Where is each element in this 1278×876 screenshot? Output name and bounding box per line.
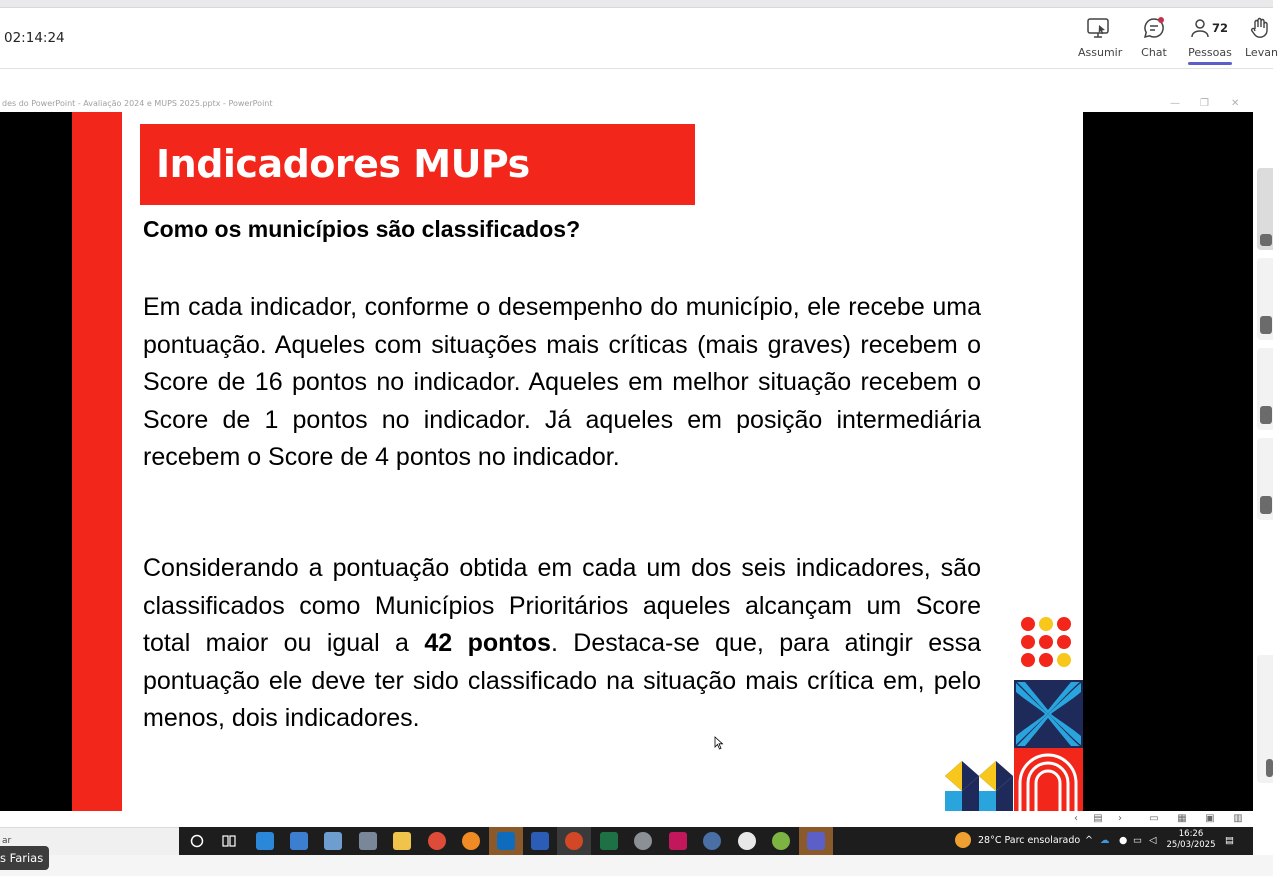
minimize-icon[interactable]: — [1170,98,1180,109]
calculator-icon[interactable] [359,832,377,850]
people-active-indicator [1188,62,1232,65]
slide-paragraph-2 [143,550,981,738]
take-control-icon [1078,16,1118,42]
word-icon[interactable] [531,832,549,850]
tray-overflow-icon[interactable]: ^ [1085,835,1093,846]
slide-left-red-bar [72,112,122,811]
people-button[interactable] [1188,16,1232,66]
outlook-icon[interactable] [497,832,515,850]
participant-video-thumb-4[interactable] [1257,438,1273,520]
previous-slide-icon[interactable]: ‹ [1074,813,1078,824]
network-icon[interactable]: ▭ [1133,835,1142,846]
hand-icon [1248,16,1273,42]
paragraph-2-bold-score: 42 pontos [424,629,551,657]
clock-date: 25/03/2025 [1166,840,1216,850]
acrobat-icon[interactable] [669,832,687,850]
taskbar-clock[interactable] [1165,829,1217,851]
cortana-icon[interactable] [188,832,206,850]
next-slide-icon[interactable]: › [1118,813,1122,824]
excel-icon[interactable] [600,832,618,850]
close-icon[interactable]: ✕ [1231,98,1240,109]
onedrive-icon[interactable]: ☁ [1100,835,1110,846]
app-icon-paw[interactable] [738,832,756,850]
powerpoint-status-bar [0,811,1253,827]
people-label: Pessoas [1188,46,1232,59]
weather-text[interactable]: 28°C Parc ensolarado [978,835,1081,846]
paint-icon[interactable] [634,832,652,850]
notifications-icon[interactable]: ▤ [1225,835,1234,846]
people-count: 72 [1212,21,1229,35]
slide-menu-icon[interactable]: ▤ [1093,813,1103,824]
restore-icon[interactable]: ❐ [1200,98,1209,109]
teams-icon[interactable] [807,832,825,850]
take-control-label: Assumir [1078,46,1123,59]
chat-label: Chat [1141,46,1167,59]
people-icon [1188,16,1232,42]
slide-subtitle: Como os municípios são classificados? [143,216,581,242]
powerpoint-icon[interactable] [565,832,583,850]
slide-title: Indicadores MUPs [156,142,530,186]
search-text: ar [2,836,12,846]
participant-video-thumb-1[interactable] [1257,168,1273,250]
reading-view-icon[interactable]: ▣ [1205,813,1215,824]
participant-video-thumb-2[interactable] [1257,258,1273,340]
firefox-icon[interactable] [462,832,480,850]
microphone-icon[interactable]: ● [1119,835,1128,846]
weather-icon[interactable] [955,832,971,848]
window-top-border [0,0,1273,8]
slideshow-view-icon[interactable]: ▥ [1233,813,1243,824]
chrome-icon[interactable] [428,832,446,850]
task-view-icon[interactable] [220,832,238,850]
take-control-button[interactable] [1078,16,1123,66]
slide-paragraph-1: Em cada indicador, conforme o desempenho do município, ele recebe uma pontuação. Aqueles com situações mais críticas (mais graves) recebem o Score de 16 pontos no indicador. Aqueles em melhor situação recebem o Score de 1 pontos no indicador. Já aqueles em posição intermediária recebem o Score de 4 pontos no indicador. [143,293,981,471]
participant-video-thumb-3[interactable] [1257,348,1273,430]
mail-icon[interactable] [290,832,308,850]
slide-sorter-icon[interactable]: ▦ [1177,813,1187,824]
windows-taskbar [179,827,1253,855]
chat-icon [1138,16,1170,42]
clock-time: 16:26 [1178,829,1204,839]
powerpoint-window-title: des do PowerPoint - Avaliação 2024 e MUPS 2025.pptx - PowerPoint [0,96,1253,112]
raise-hand-label: Levan [1245,46,1278,59]
decorative-geometric-pattern [945,680,1083,811]
decorative-dots [1021,617,1075,671]
participant-video-thumb-5[interactable] [1257,655,1273,783]
bottom-background [0,855,1273,876]
participant-name-badge: s Farias [0,846,49,870]
presentation-slide [72,112,1083,811]
chat-unread-dot [1158,17,1164,23]
notes-app-icon[interactable] [324,832,342,850]
volume-icon[interactable]: ◁ [1149,835,1157,846]
network-app-icon[interactable] [256,832,274,850]
paragraph-2-text-a: Considerando a pontuação obtida em cada um dos seis indicadores, são classificados como Municípios Prioritários aqueles alcançam um Score total maior ou igual a [143,554,981,657]
meeting-toolbar [0,8,1278,69]
meeting-timer: 02:14:24 [4,30,65,46]
paragraph-2-text-b: . Destaca-se que, para atingir essa pontuação ele deve ter sido classificado na situação mais crítica em, pelo menos, dois indicadores. [143,629,981,732]
normal-view-icon[interactable]: ▭ [1149,813,1159,824]
app-icon-globe[interactable] [703,832,721,850]
file-explorer-icon[interactable] [393,832,411,850]
slide-title-box [140,124,695,205]
chat-button[interactable] [1138,16,1170,66]
mouse-cursor-icon [714,736,724,750]
raise-hand-button[interactable] [1245,16,1278,66]
qgis-icon[interactable] [772,832,790,850]
